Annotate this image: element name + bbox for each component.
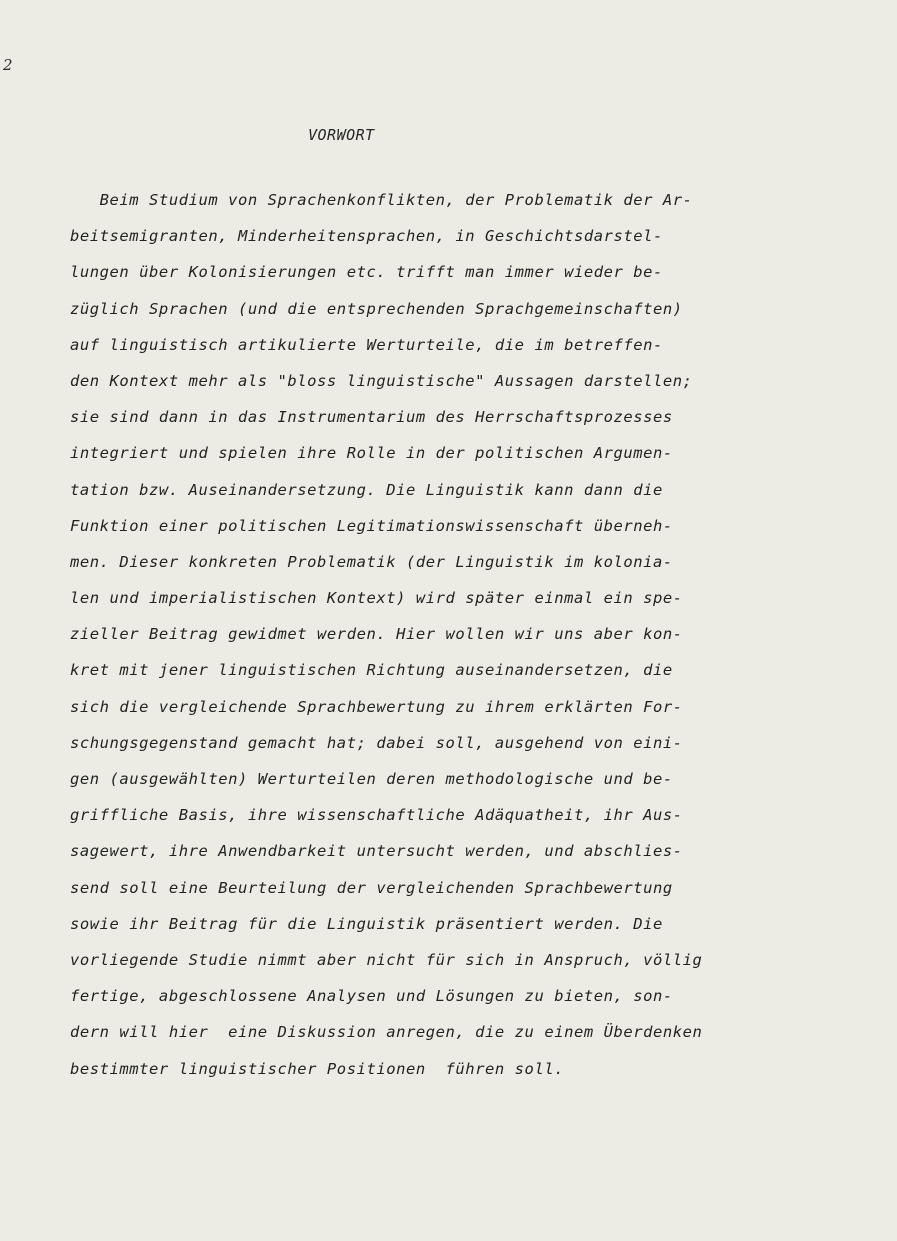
text-line: griffliche Basis, ihre wissenschaftliche Adäquatheit, ihr Aus-	[70, 806, 683, 825]
text-line: send soll eine Beurteilung der vergleichenden Sprachbewertung	[70, 878, 673, 897]
text-line: schungsgegenstand gemacht hat; dabei soll, ausgehend von eini-	[70, 733, 683, 752]
text-line: dern will hier eine Diskussion anregen, die zu einem Überdenken	[70, 1023, 703, 1042]
page-number: 2	[3, 56, 13, 74]
text-line: den Kontext mehr als "bloss linguistische" Aussagen darstellen;	[70, 371, 693, 390]
text-line: sich die vergleichende Sprachbewertung zu ihrem erklärten For-	[70, 697, 683, 716]
text-line: len und imperialistischen Kontext) wird später einmal ein spe-	[70, 589, 683, 608]
preface-text	[70, 186, 850, 1091]
text-line: Funktion einer politischen Legitimationswissenschaft überneh-	[70, 516, 673, 535]
text-line: beitsemigranten, Minderheitensprachen, in Geschichtsdarstel-	[70, 227, 663, 246]
text-line: bestimmter linguistischer Positionen führen soll.	[70, 1059, 565, 1078]
text-line: sagewert, ihre Anwendbarkeit untersucht werden, und abschlies-	[70, 842, 683, 861]
text-line: sie sind dann in das Instrumentarium des Herrschaftsprozesses	[70, 408, 673, 427]
text-line: men. Dieser konkreten Problematik (der Linguistik im kolonia-	[70, 552, 673, 571]
text-line: Beim Studium von Sprachenkonflikten, der Problematik der Ar-	[70, 191, 693, 209]
text-line: gen (ausgewählten) Werturteilen deren methodologische und be-	[70, 770, 673, 788]
text-line: tation bzw. Auseinandersetzung. Die Linguistik kann dann die	[70, 480, 663, 499]
page-title: VORWORT	[308, 126, 375, 144]
text-line: kret mit jener linguistischen Richtung auseinandersetzen, die	[70, 661, 673, 680]
text-line: zieller Beitrag gewidmet werden. Hier wollen wir uns aber kon-	[70, 625, 683, 644]
text-line: integriert und spielen ihre Rolle in der politischen Argumen-	[70, 444, 673, 463]
text-line: vorliegende Studie nimmt aber nicht für sich in Anspruch, völlig	[70, 950, 703, 969]
text-line: züglich Sprachen (und die entsprechenden Sprachgemeinschaften)	[70, 299, 683, 318]
text-line: auf linguistisch artikulierte Werturteile, die im betreffen-	[70, 335, 663, 354]
text-line: sowie ihr Beitrag für die Linguistik präsentiert werden. Die	[70, 914, 663, 933]
text-line: fertige, abgeschlossene Analysen und Lösungen zu bieten, son-	[70, 987, 673, 1006]
text-line: lungen über Kolonisierungen etc. trifft man immer wieder be-	[70, 263, 663, 282]
